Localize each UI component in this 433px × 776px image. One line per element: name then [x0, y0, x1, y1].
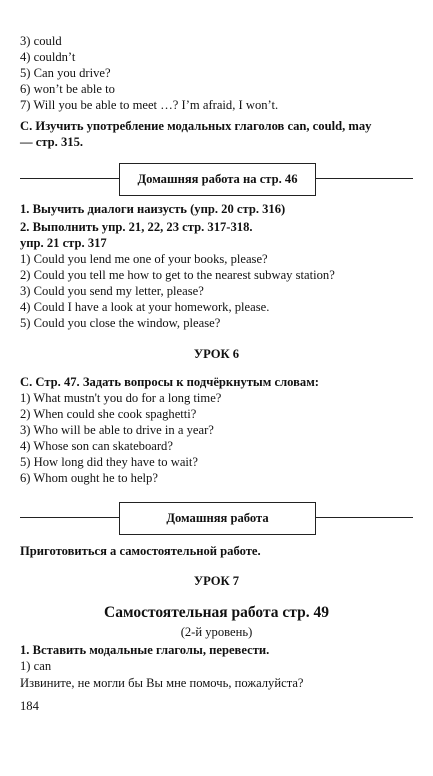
answer-line: 4) Could I have a look at your homework, please.: [20, 300, 270, 314]
answer-line: 5) Could you close the window, please?: [20, 316, 221, 330]
answer-line: 4) Whose son can skateboard?: [20, 439, 173, 453]
homework-title-box: Домашняя работа на стр. 46: [119, 163, 316, 196]
work-title: Самостоятельная работа стр. 49: [104, 604, 329, 621]
homework-title-box: Домашняя работа: [119, 502, 316, 535]
page-number: 184: [20, 699, 39, 713]
answer-line: 5) Can you drive?: [20, 66, 111, 80]
answer-line: 2) When could she cook spaghetti?: [20, 407, 197, 421]
level-label: (2-й уровень): [180, 625, 253, 639]
answer-line: 1) Could you lend me one of your books, please?: [20, 252, 268, 266]
lesson-heading: УРОК 6: [193, 347, 240, 361]
answer-line: Извините, не могли бы Вы мне помочь, пожалуйста?: [20, 676, 304, 690]
answer-line: 1) What mustn't you do for a long time?: [20, 391, 222, 405]
answer-line: 3) Could you send my letter, please?: [20, 284, 204, 298]
answer-line: 2) Could you tell me how to get to the nearest subway station?: [20, 268, 335, 282]
answer-line: 4) couldn’t: [20, 50, 76, 64]
task-c-line: — стр. 315.: [20, 135, 84, 149]
answer-line: 3) Who will be able to drive in a year?: [20, 423, 214, 437]
answer-line: 6) Whom ought he to help?: [20, 471, 158, 485]
lesson-task: С. Стр. 47. Задать вопросы к подчёркнутым словам:: [20, 375, 319, 389]
task-c-line: С. Изучить употребление модальных глаголов can, could, may: [20, 119, 372, 133]
lesson-heading: УРОК 7: [193, 574, 240, 588]
homework-item: 2. Выполнить упр. 21, 22, 23 стр. 317-318.: [20, 220, 253, 234]
answer-line: 1) can: [20, 659, 52, 673]
answer-line: 7) Will you be able to meet …? I’m afraid, I won’t.: [20, 98, 279, 112]
homework-text: Приготовиться а самостоятельной работе.: [20, 544, 261, 558]
answer-line: 5) How long did they have to wait?: [20, 455, 199, 469]
homework-item: упр. 21 стр. 317: [20, 236, 107, 250]
lesson-task: 1. Вставить модальные глаголы, перевести.: [20, 643, 270, 657]
answer-line: 6) won’t be able to: [20, 82, 115, 96]
answer-line: 3) could: [20, 34, 62, 48]
homework-item: 1. Выучить диалоги наизусть (упр. 20 стр. 316): [20, 202, 286, 216]
